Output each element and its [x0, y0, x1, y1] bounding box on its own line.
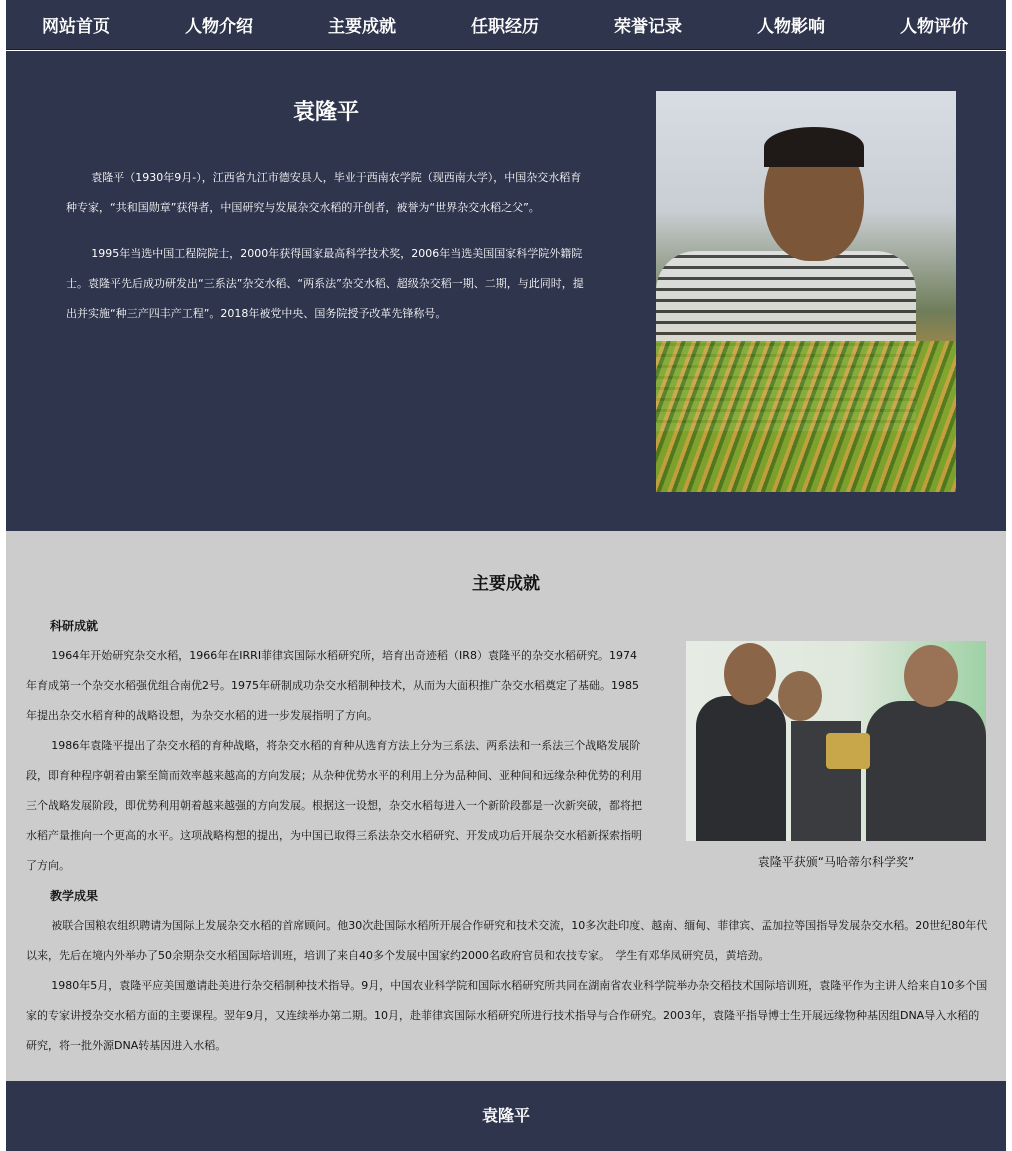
hero-title: 袁隆平 [292, 100, 359, 125]
teaching-paragraph: 1980年5月，袁隆平应美国邀请赴美进行杂交稻制种技术指导。9月，中国农业科学院和国际水稻研究所共同在湖南省农业科学院举办杂交稻技术国际培训班，袁隆平作为主讲人给来自10多个国家的专家讲授杂交水稻方面的主要课程。翌年9月，又连续举办第二期。10月，赴菲律宾国际水稻研究所进行技术指导与合作研究。2003年，袁隆平指导博士生开展远缘物种基因组DNA导入水稻的研究，将一批外源DNA转基因进入水稻。 [26, 979, 988, 1052]
achievements-title: 主要成就 [472, 574, 540, 594]
hero-paragraph: 1995年当选中国工程院院士，2000年获得国家最高科学技术奖，2006年当选美国国家科学院外籍院士。袁隆平先后成功研发出“三系法”杂交水稻、“两系法”杂交水稻、超级杂交稻一期、二期，与此同时，提出并实施“种三产四丰产工程”。2018年被党中央、国务院授予改革先锋称号。 [66, 247, 584, 320]
achievements-section [6, 531, 1006, 1081]
photo-face [778, 671, 822, 721]
hero-section [6, 51, 1006, 531]
award-photo [686, 641, 986, 841]
research-paragraph: 1964年开始研究杂交水稻，1966年在IRRI菲律宾国际水稻研究所，培育出奇迹稻（IR8）袁隆平的杂交水稻研究。1974年育成第一个杂交水稻强优组合南优2号。1975年研制成功杂交水稻制种技术，从而为大面积推广杂交水稻奠定了基础。1985年提出杂交水稻育种的战略设想，为杂交水稻的进一步发展指明了方向。 [26, 649, 639, 722]
photo-face [724, 643, 776, 705]
teaching-paragraph: 被联合国粮农组织聘请为国际上发展杂交水稻的首席顾问。他30次赴国际水稻所开展合作研究和技术交流，10多次赴印度、越南、缅甸、菲律宾、孟加拉等国指导发展杂交水稻。20世纪80年代以来，先后在境内外举办了50余期杂交水稻国际培训班，培训了来自40多个发展中国家约2000名政府官员和农技专家。 学生有邓华凤研究员，黄培劲。 [26, 919, 988, 962]
photo-caption: 袁隆平获颁“马哈蒂尔科学奖” [757, 855, 915, 869]
nav-influence[interactable]: 人物影响 [757, 17, 825, 37]
hero-intro [66, 163, 586, 345]
photo-person [866, 701, 986, 841]
teaching-heading: 教学成果 [50, 889, 99, 903]
main-nav [6, 0, 1006, 50]
nav-profile[interactable]: 人物介绍 [185, 17, 253, 37]
research-heading: 科研成就 [50, 619, 99, 633]
photo-person [696, 696, 786, 841]
nav-achievements[interactable]: 主要成就 [328, 17, 396, 37]
portrait-hair [764, 127, 864, 167]
portrait-image [656, 91, 956, 492]
award-plaque [826, 733, 870, 769]
nav-honors[interactable]: 荣誉记录 [614, 17, 682, 37]
photo-face [904, 645, 958, 707]
page [6, 0, 1006, 1151]
portrait-rice-stalks [656, 341, 956, 492]
nav-home[interactable]: 网站首页 [42, 17, 110, 37]
nav-evaluation[interactable]: 人物评价 [900, 17, 968, 37]
nav-career[interactable]: 任职经历 [471, 17, 539, 37]
footer [6, 1081, 1006, 1151]
research-paragraph: 1986年袁隆平提出了杂交水稻的育种战略，将杂交水稻的育种从选育方法上分为三系法、两系法和一系法三个战略发展阶段，即育种程序朝着由繁至简而效率越来越高的方向发展；从杂种优势水平的利用上分为品种间、亚种间和远缘杂种优势的利用三个战略发展阶段，即优势利用朝着越来越强的方向发展。根据这一设想，杂交水稻每进入一个新阶段都是一次新突破，都将把水稻产量推向一个更高的水平。这项战略构想的提出，为中国已取得三系法杂交水稻研究、开发成功后开展杂交水稻新探索指明了方向。 [26, 739, 642, 872]
footer-title: 袁隆平 [481, 1106, 530, 1125]
hero-paragraph: 袁隆平（1930年9月-），江西省九江市德安县人，毕业于西南农学院（现西南大学），中国杂交水稻育种专家，“共和国勋章”获得者，中国研究与发展杂交水稻的开创者，被誉为“世界杂交水稻之父”。 [66, 171, 582, 214]
